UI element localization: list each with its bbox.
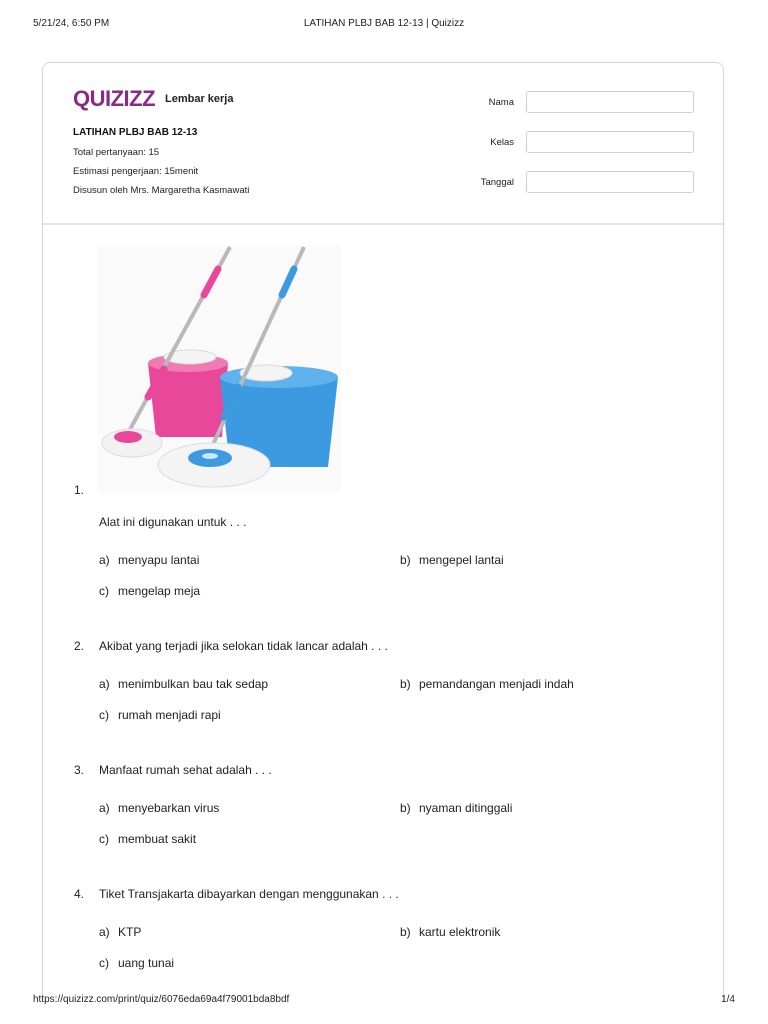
option-c[interactable]	[99, 708, 221, 722]
option-key: b)	[400, 925, 411, 939]
option-c[interactable]	[99, 832, 196, 846]
option-text: mengelap meja	[118, 584, 201, 598]
author: Disusun oleh Mrs. Margaretha Kasmawati	[73, 185, 250, 196]
class-field-row	[463, 131, 694, 155]
option-text: rumah menjadi rapi	[118, 708, 221, 722]
question-number: 3.	[74, 763, 85, 777]
option-key: c)	[99, 584, 109, 598]
question-text: Manfaat rumah sehat adalah . . .	[99, 763, 272, 777]
option-a[interactable]	[99, 553, 199, 567]
total-questions: Total pertanyaan: 15	[73, 147, 160, 158]
option-key: a)	[99, 553, 110, 567]
print-header	[33, 18, 735, 32]
svg-text:QUIZIZZ: QUIZIZZ	[73, 86, 156, 111]
option-key: c)	[99, 708, 109, 722]
option-b[interactable]	[400, 553, 504, 567]
option-text: membuat sakit	[118, 832, 197, 846]
brand	[73, 83, 233, 113]
option-b[interactable]	[400, 801, 512, 815]
option-c[interactable]	[99, 584, 200, 598]
option-c[interactable]	[99, 956, 174, 970]
option-key: b)	[400, 677, 411, 691]
date-label: Tanggal	[480, 177, 514, 188]
quizizz-logo	[73, 85, 159, 111]
option-b[interactable]	[400, 925, 500, 939]
name-field-row	[463, 91, 694, 115]
estimated-time: Estimasi pengerjaan: 15menit	[73, 166, 199, 177]
date-field-row	[463, 171, 694, 195]
quiz-title: LATIHAN PLBJ BAB 12-13	[73, 127, 198, 138]
option-key: a)	[99, 801, 110, 815]
question-number: 4.	[74, 887, 85, 901]
class-label: Kelas	[490, 137, 514, 148]
option-key: a)	[99, 677, 110, 691]
option-text: mengepel lantai	[419, 553, 504, 567]
option-text: menyapu lantai	[118, 553, 200, 567]
option-text: menimbulkan bau tak sedap	[118, 677, 269, 691]
option-a[interactable]	[99, 925, 141, 939]
option-text: KTP	[118, 925, 142, 939]
option-key: b)	[400, 553, 411, 567]
option-key: b)	[400, 801, 411, 815]
question-number: 2.	[74, 639, 85, 653]
option-b[interactable]	[400, 677, 574, 691]
option-key: a)	[99, 925, 110, 939]
option-key: c)	[99, 832, 109, 846]
question-text: Alat ini digunakan untuk . . .	[99, 515, 247, 529]
date-input[interactable]	[526, 171, 694, 193]
option-text: nyaman ditinggali	[419, 801, 513, 815]
option-text: kartu elektronik	[419, 925, 501, 939]
question-number: 1.	[74, 483, 85, 497]
print-url: https://quizizz.com/print/quiz/6076eda69a4f79001bda8bdf	[33, 994, 290, 1005]
name-input[interactable]	[526, 91, 694, 113]
option-a[interactable]	[99, 677, 268, 691]
name-label: Nama	[488, 97, 514, 108]
option-key: c)	[99, 956, 109, 970]
print-datetime: 5/21/24, 6:50 PM	[33, 18, 110, 29]
worksheet-header	[43, 63, 723, 225]
print-footer	[33, 994, 735, 1008]
option-text: menyebarkan virus	[118, 801, 220, 815]
option-a[interactable]	[99, 801, 219, 815]
question-text: Tiket Transjakarta dibayarkan dengan menggunakan . . .	[99, 887, 399, 901]
option-text: uang tunai	[118, 956, 175, 970]
print-page-counter: 1/4	[721, 994, 735, 1005]
spin-mop-image	[98, 245, 341, 493]
option-text: pemandangan menjadi indah	[419, 677, 574, 691]
print-page-title: LATIHAN PLBJ BAB 12-13 | Quizizz	[303, 18, 465, 29]
worksheet-card	[42, 62, 724, 1002]
question-text: Akibat yang terjadi jika selokan tidak lancar adalah . . .	[99, 639, 388, 653]
brand-subtitle: Lembar kerja	[165, 93, 234, 105]
class-input[interactable]	[526, 131, 694, 153]
